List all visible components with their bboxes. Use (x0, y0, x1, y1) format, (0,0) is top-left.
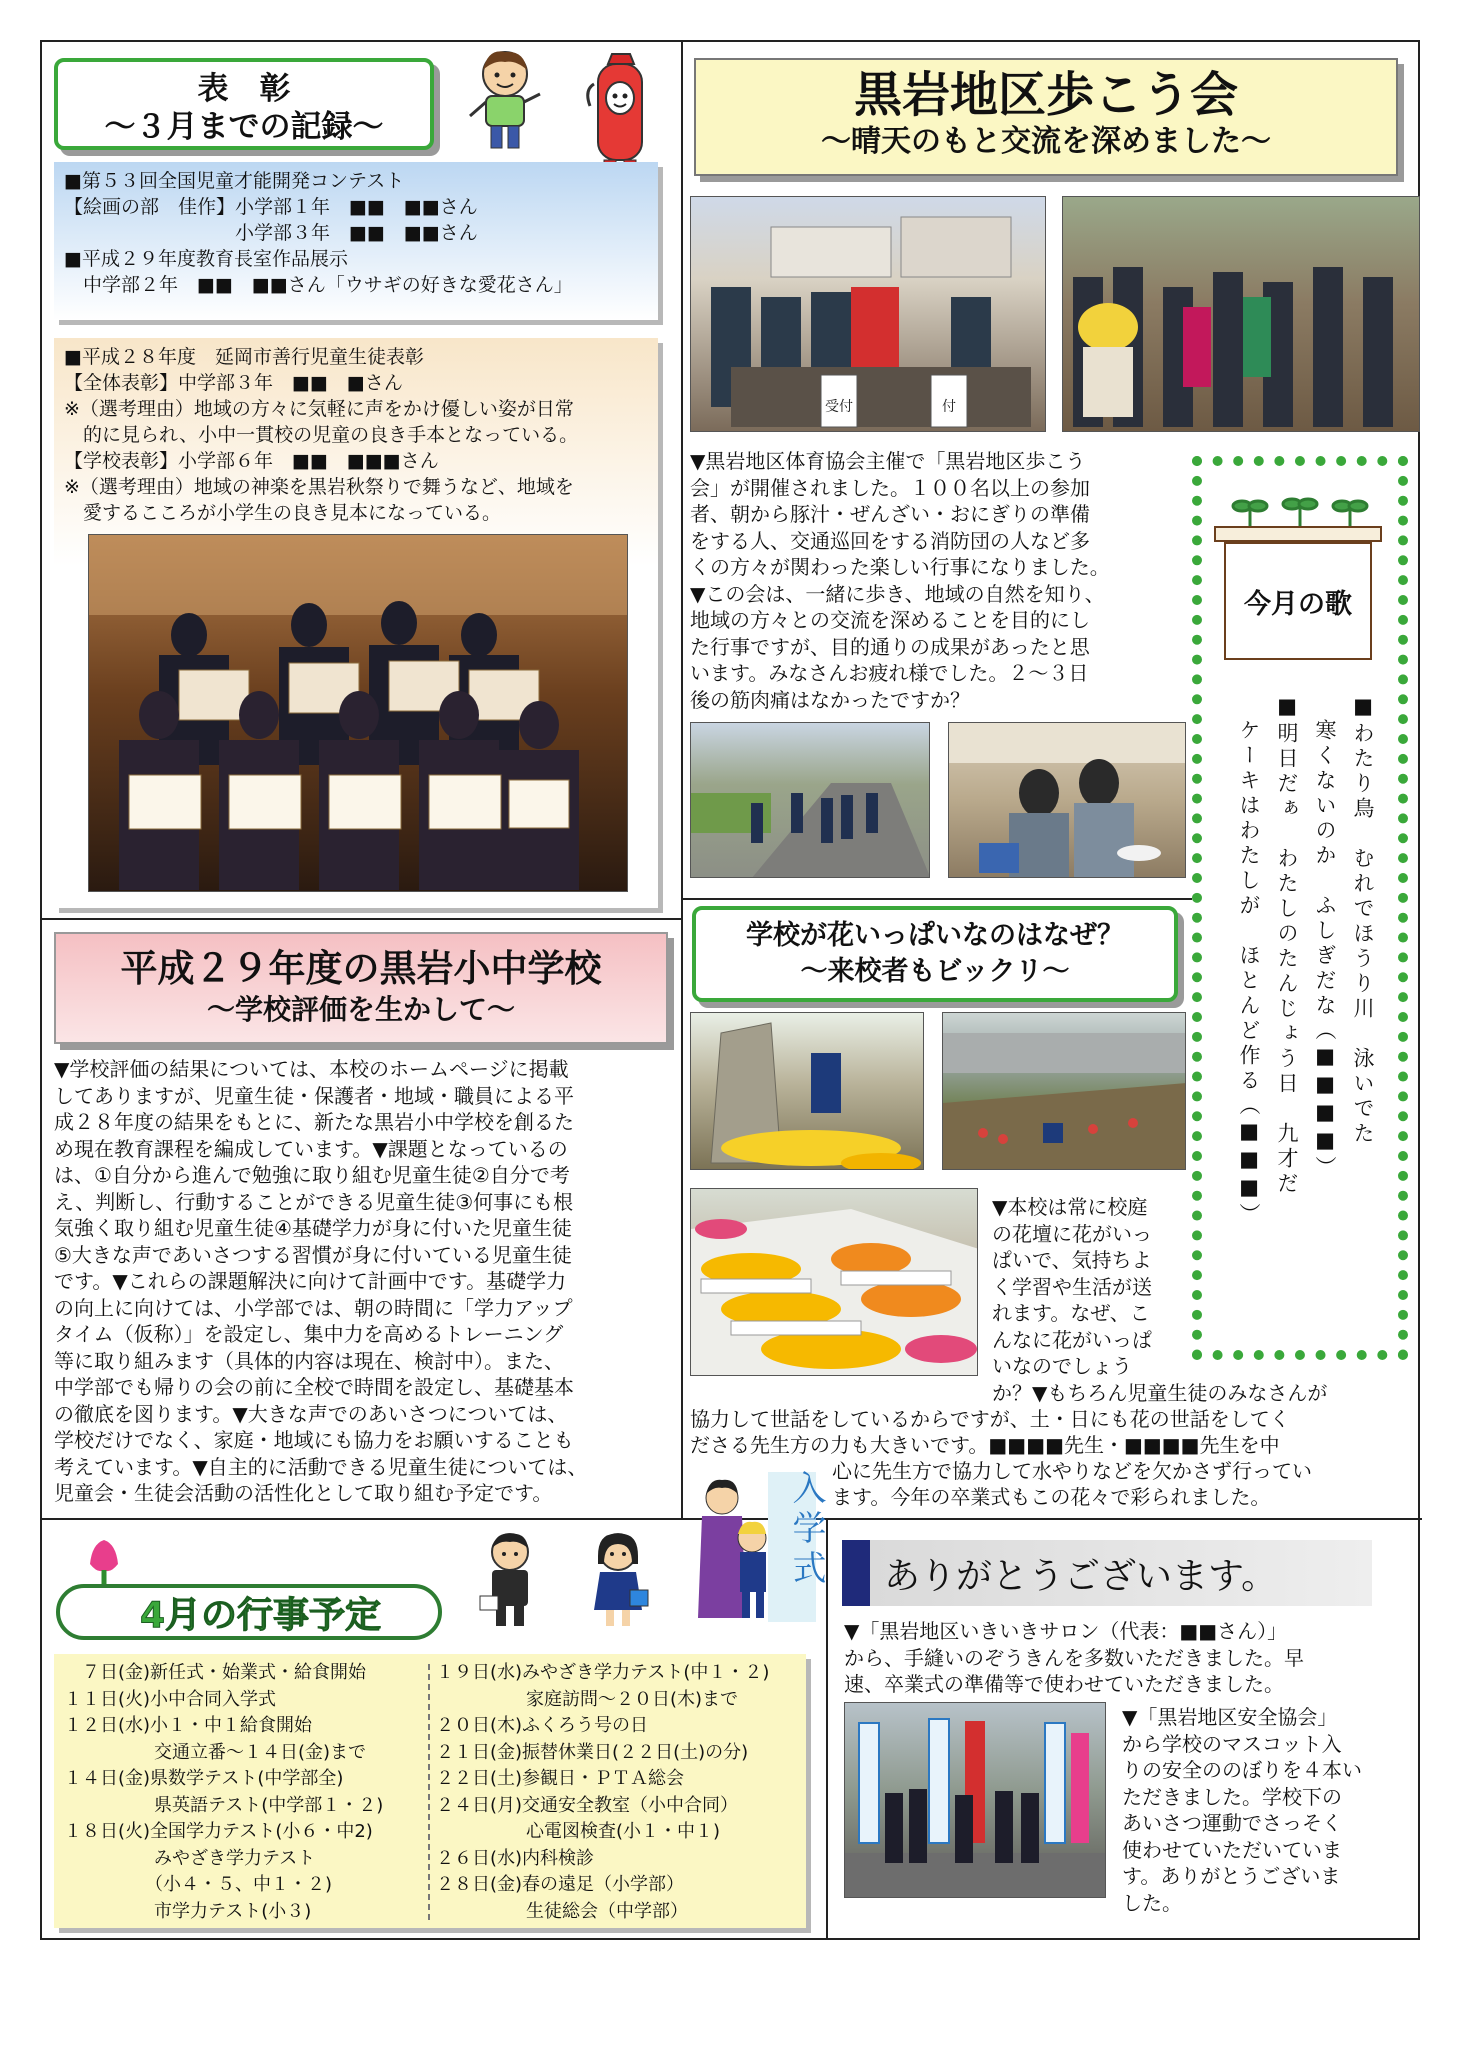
evaluation-line: ▼学校評価の結果については、本校のホームページに掲載 (54, 1057, 569, 1081)
award-line: 的に見られ、小中一貫校の児童の良き手本となっている。 (64, 424, 579, 446)
awards-title-box (54, 58, 434, 150)
thanks-side-line: 使わせていただいていま (1122, 1837, 1342, 1862)
evaluation-subtitle: ～学校評価を生かして～ (206, 993, 515, 1026)
song-column: ■明日だぁ わたしのたんじょう日 九才だ (1275, 694, 1299, 1197)
event-item: みやざき学力テスト (64, 1847, 316, 1869)
awards-title: 表 彰 (197, 71, 291, 107)
event-item: ２６日(水)内科検診 (436, 1847, 595, 1869)
events-left-column (64, 1660, 383, 1925)
evaluation-line: です。▼これらの課題解決に向けて計画中です。基礎学力 (54, 1269, 567, 1293)
walk-body-line: 後の筋肉痛はなかったですか？ (690, 687, 970, 712)
flowers-title: 学校が花いっぱいなのはなぜ？ (746, 920, 1124, 951)
walk-body-line: 者、朝から豚汁・ぜんざい・おにぎりの準備 (690, 502, 1090, 526)
walk-group-photo (1062, 196, 1420, 432)
evaluation-line: め現在教育課程を編成しています。▼課題となっているの (54, 1136, 568, 1161)
event-item: ２０日(木)ふくろう号の日 (436, 1715, 649, 1736)
evaluation-line: してありますが、児童生徒・保護者・地域・職員による平 (54, 1083, 574, 1108)
event-item: 市学力テスト(小３) (64, 1900, 312, 1922)
event-item: 交通立番～１４日(金)まで (64, 1741, 367, 1763)
evaluation-line: 考えています。▼自主的に活動できる児童生徒については、 (54, 1454, 588, 1479)
events-title: 4月の行事予定 (140, 1594, 382, 1636)
thanks-side-line: ただきました。学校下の (1122, 1784, 1342, 1809)
thanks-side-line: あいさつ運動でさっそく (1122, 1811, 1342, 1835)
evaluation-body (54, 1056, 680, 1507)
award-line: ※（選考理由）地域の神楽を黒岩秋祭りで舞うなど、地域を (64, 476, 574, 498)
thanks-line: 速、卒業式の準備等で使わせていただきました。 (844, 1672, 1284, 1696)
song-lyrics (1232, 694, 1380, 1334)
reception-sign-right: 付 (942, 399, 956, 415)
thanks-side-text (1122, 1704, 1412, 1916)
thanks-side-line: りの安全ののぼりを４本い (1122, 1758, 1362, 1782)
column-divider-top (681, 40, 683, 1520)
safety-flags-photo (844, 1702, 1106, 1898)
event-item: ２１日(金)振替休業日(２２日(土)の分) (436, 1741, 749, 1763)
walk-body-line: 地域の方々との交流を深めることを目的にし (690, 608, 1090, 632)
schoolboy-icon (478, 1530, 542, 1630)
flowers-subtitle: ～来校者もビックリ～ (800, 956, 1070, 987)
evaluation-line: 気強く取り組む児童生徒④基礎学力が身に付いた児童生徒 (54, 1216, 572, 1240)
song-title: 今月の歌 (1244, 588, 1352, 620)
walk-body-line: います。みなさんお疲れ様でした。２～３日 (690, 661, 1089, 685)
walk-title: 黒岩地区歩こう会 (853, 67, 1238, 123)
flowers-title-box (692, 906, 1178, 1002)
event-item: １４日(金)県数学テスト(中学部全) (64, 1768, 344, 1789)
events-right-column (436, 1660, 769, 1925)
evaluation-title-box (54, 932, 668, 1044)
awards-box-1 (54, 162, 658, 320)
flowers-side-line: ぱいで、気持ちよ (992, 1248, 1152, 1272)
walk-body-line: ▼この会は、一緒に歩き、地域の自然を知り、 (690, 581, 1105, 606)
flowers-side-text (992, 1194, 1192, 1380)
walk-body-line: くの方々が関わった楽しい行事になりました。 (690, 555, 1110, 579)
event-item: 心電図検査(小１・中１) (436, 1821, 721, 1842)
event-item: １９日(水)みやざき学力テスト(中１・２) (436, 1662, 770, 1683)
flowers-side-line: れます。なぜ、こ (992, 1301, 1150, 1325)
thanks-title: ありがとうございます。 (884, 1555, 1278, 1597)
flowers-side-line: く学習や生活が送 (992, 1274, 1152, 1299)
thanks-side-line: す。ありがとうございま (1122, 1864, 1341, 1888)
flowers-side-line: ▼本校は常に校庭 (992, 1195, 1148, 1219)
events-divider (428, 1664, 430, 1920)
thanks-line: ▼「黒岩地区いきいきサロン（代表：■■さん）」 (844, 1619, 1288, 1643)
walk-subtitle: ～晴天のもと交流を深めました～ (821, 124, 1271, 159)
award-line: 【全体表彰】中学部３年 ■■ ■さん (64, 372, 403, 394)
event-item: （小４・５、中１・２) (64, 1874, 333, 1895)
evaluation-line: の向上に向けては、小学部では、朝の時間に「学力アップ (54, 1295, 573, 1320)
award-line: 小学部３年 ■■ ■■さん (64, 222, 478, 244)
event-item: ２８日(金)春の遠足（小学部） (436, 1874, 685, 1895)
thanks-side-line: ▼「黒岩地区安全協会」 (1122, 1705, 1338, 1729)
walk-reception-photo (690, 196, 1046, 432)
event-item: 県英語テスト(中学部１・２) (64, 1794, 384, 1816)
walk-title-box (694, 58, 1398, 176)
flowers-bed-photo (942, 1012, 1186, 1170)
award-line: 【学校表彰】小学部６年 ■■ ■■■さん (64, 450, 439, 472)
flowers-side-line: いなのでしょう (992, 1354, 1132, 1378)
flowers-side-line: の花壇に花がいっ (992, 1221, 1152, 1246)
walk-body-line: た行事ですが、目的通りの成果があったと思 (690, 634, 1090, 659)
song-column: 寒くないのか ふしぎだな（■■■■） (1313, 694, 1337, 1181)
thanks-title-bar (842, 1540, 870, 1606)
walk-lunch-photo (948, 722, 1186, 878)
walk-road-photo (690, 722, 930, 878)
award-line: 愛するこころが小学生の良き見本になっている。 (64, 502, 502, 524)
flowerpot-rim (1214, 526, 1382, 542)
evaluation-title: 平成２９年度の黒岩小中学校 (120, 946, 602, 990)
award-line: ■平成２９年度教育長室作品展示 (64, 248, 348, 270)
walk-body-line: 会」が開催されました。１００名以上の参加 (690, 475, 1090, 500)
event-item: 生徒総会（中学部） (436, 1900, 688, 1922)
song-column: ■わたり鳥 むれでほうり川 泳いでた (1351, 694, 1375, 1147)
evaluation-line: タイム（仮称）」を設定し、集中力を高めるトレーニング (54, 1322, 564, 1346)
award-line: 中学部２年 ■■ ■■さん「ウサギの好きな愛花さん」 (64, 274, 573, 296)
flowerpot-body (1224, 542, 1372, 660)
evaluation-line: 児童会・生徒会活動の活性化として取り組む予定です。 (54, 1481, 553, 1505)
evaluation-line: は、①自分から進んで勉強に取り組む児童生徒②自分で考 (54, 1163, 570, 1187)
award-line: ■第５３回全国児童才能開発コンテスト (64, 170, 405, 192)
evaluation-line: ⑤大きな声であいさつする習慣が身に付いている児童生徒 (54, 1242, 572, 1267)
event-item: 家庭訪問～２０日(木)まで (436, 1688, 739, 1710)
walk-body (690, 448, 1186, 713)
boy-mascot-icon (466, 46, 544, 156)
thanks-side-line: から学校のマスコット入 (1122, 1731, 1342, 1756)
evaluation-line: 等に取り組みます（具体的内容は現在、検討中）。また、 (54, 1348, 564, 1373)
flowers-bottom-line: か？▼もちろん児童生徒のみなさんが (992, 1381, 1328, 1405)
awards-subtitle: ～３月までの記録～ (104, 109, 384, 145)
event-item: １８日(火)全国学力テスト(小６・中2) (64, 1821, 373, 1842)
evaluation-line: の徹底を図ります。▼大きな声でのあいさつについては、 (54, 1401, 568, 1426)
flowers-bottom-line: 心に先生方で協力して水やりなどを欠かさず行ってい (832, 1459, 1312, 1483)
song-column: ケーキはわたしが ほとんど作る（■■■） (1237, 694, 1261, 1228)
walk-body-line: ▼黒岩地区体育協会主催で「黒岩地区歩こう (690, 449, 1086, 473)
thanks-side-line: した。 (1122, 1890, 1182, 1915)
flowers-bottom-line: ださる先生方の力も大きいです。■■■■先生・■■■■先生を中 (690, 1433, 1280, 1457)
evaluation-line: え、判断し、行動することができる児童生徒③何事にも根 (54, 1189, 574, 1214)
event-item: ２４日(月)交通安全教室（小中合同） (436, 1794, 739, 1816)
award-line: ※（選考理由）地域の方々に気軽に声をかけ優しい姿が日常 (64, 398, 574, 420)
walk-body-line: をする人、交通巡回をする消防団の人など多 (690, 528, 1090, 553)
flowers-planters-photo (690, 1188, 978, 1376)
event-item: ７日(金)新任式・始業式・給食開始 (64, 1662, 367, 1683)
award-ceremony-photo (88, 534, 628, 892)
evaluation-line: 成２８年度の結果をもとに、新たな黒岩小中学校を創るた (54, 1110, 574, 1134)
flowers-bottom-line: 協力して世話をしているからですが、土・日にも花の世話をしてく (690, 1407, 1290, 1431)
events-title-box (56, 1584, 442, 1640)
thanks-top-text (844, 1618, 1414, 1698)
event-item: ２２日(土)参観日・ＰＴＡ総会 (436, 1768, 685, 1789)
event-item: １２日(水)小１・中１給食開始 (64, 1715, 313, 1736)
thanks-line: から、手縫いのぞうきんを多数いただきました。早 (844, 1645, 1304, 1670)
schoolgirl-icon (586, 1530, 650, 1630)
divider-left-upper (40, 918, 682, 920)
sprout-icon (1222, 496, 1378, 526)
divider-right-mid (682, 898, 1192, 900)
flowers-bottom-line: ます。今年の卒業式もこの花々で彩られました。 (832, 1485, 1271, 1509)
reception-sign-left: 受付 (825, 399, 853, 415)
award-line: ■平成２８年度 延岡市善行児童生徒表彰 (64, 346, 424, 368)
flowers-stone-photo (690, 1012, 924, 1170)
award-line: 【絵画の部 佳作】小学部１年 ■■ ■■さん (64, 196, 478, 218)
event-item: １１日(火)小中合同入学式 (64, 1688, 277, 1710)
entrance-sign: 入学式 (786, 1470, 826, 1590)
evaluation-line: 学校だけでなく、家庭・地域にも協力をお願いすることも (54, 1428, 574, 1452)
thanks-title-box (842, 1540, 1372, 1606)
evaluation-line: 中学部でも帰りの会の前に全校で時間を設定し、基礎基本 (54, 1375, 574, 1399)
flowers-side-line: んなに花がいっぱ (992, 1327, 1152, 1352)
